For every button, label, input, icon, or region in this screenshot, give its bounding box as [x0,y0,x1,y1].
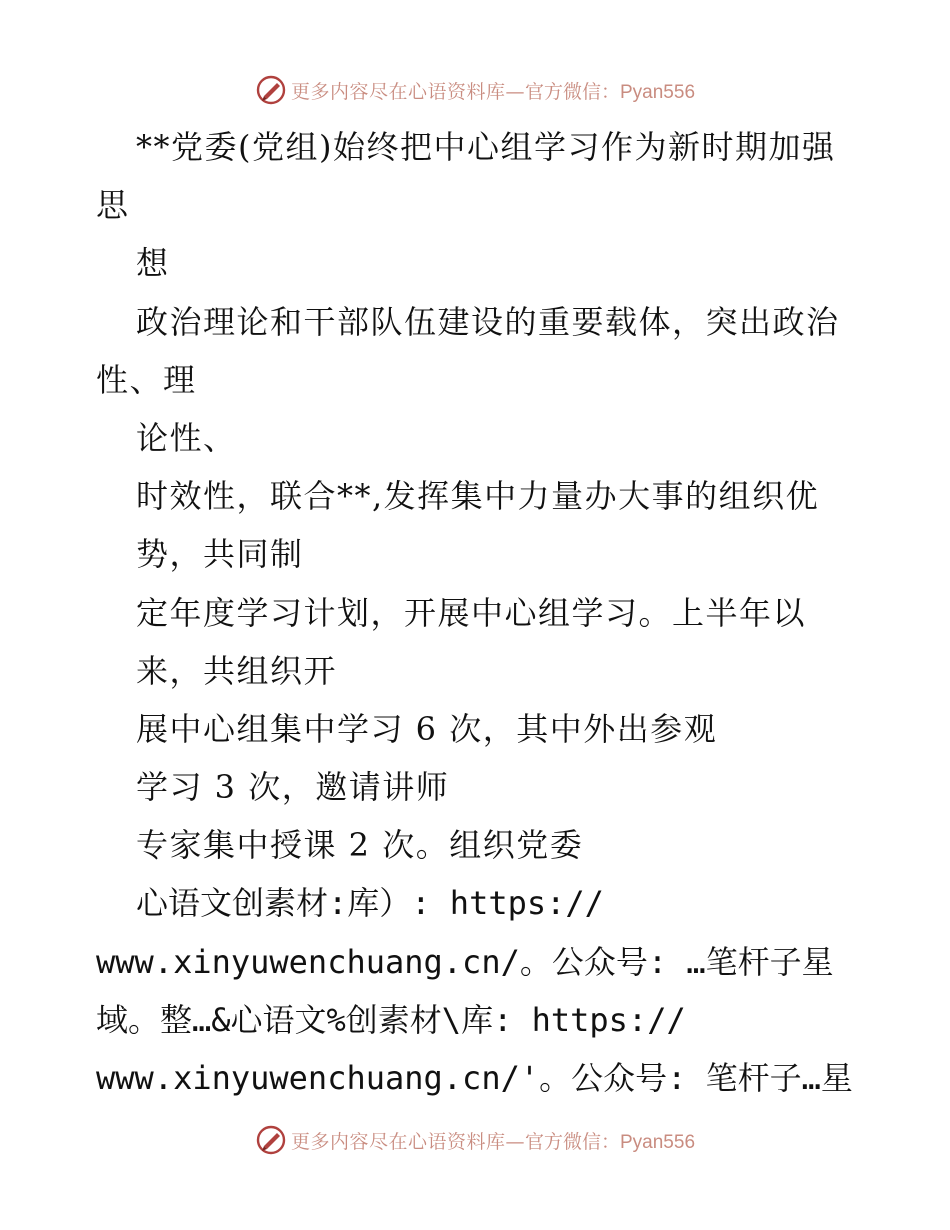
header-banner [0,73,950,107]
header-banner-text: 更多内容尽在心语资料库— [290,80,525,103]
text-line: 政治理论和干部队伍建设的重要载体，突出政治 [136,302,840,341]
text-line: 来，共组织开 [136,651,338,690]
text-line: 时效性，联合**,发挥集中力量办大事的组织优 [136,477,820,516]
footer-banner-text: 更多内容尽在心语资料库— [290,1130,525,1153]
text-line: www.xinyuwenchuang.cn/。公众号: …笔杆子星 [96,942,834,981]
text-line: **党委(党组)始终把中心组学习作为新时期加强 [136,128,836,166]
header-banner-wechat: 官方微信：Pyan556 [525,81,696,103]
text-line: 论性、 [136,418,237,457]
footer-banner-wechat: 官方微信：Pyan556 [525,1131,696,1153]
text-line: www.xinyuwenchuang.cn/'。公众号: 笔杆子…星 [96,1059,853,1097]
document-body [96,118,886,1107]
text-line: 定年度学习计划，开展中心组学习。上半年以 [136,593,807,632]
text-line: 心语文创素材:库）: https:// [136,884,604,923]
footer-banner [0,1123,950,1157]
text-line: 势，共同制 [136,535,304,574]
text-line: 想 [136,244,170,283]
text-line: 域。整…&心语文%创素材\库: https:// [96,1000,686,1039]
text-line: 学习 3 次，邀请讲师 [136,768,450,807]
brand-logo-icon [255,74,287,106]
text-line: 性、理 [96,360,197,399]
brand-logo-icon [255,1124,287,1156]
text-line: 展中心组集中学习 6 次，其中外出参观 [136,709,718,748]
text-line: 思 [96,186,130,225]
text-line: 专家集中授课 2 次。组织党委 [136,826,584,865]
